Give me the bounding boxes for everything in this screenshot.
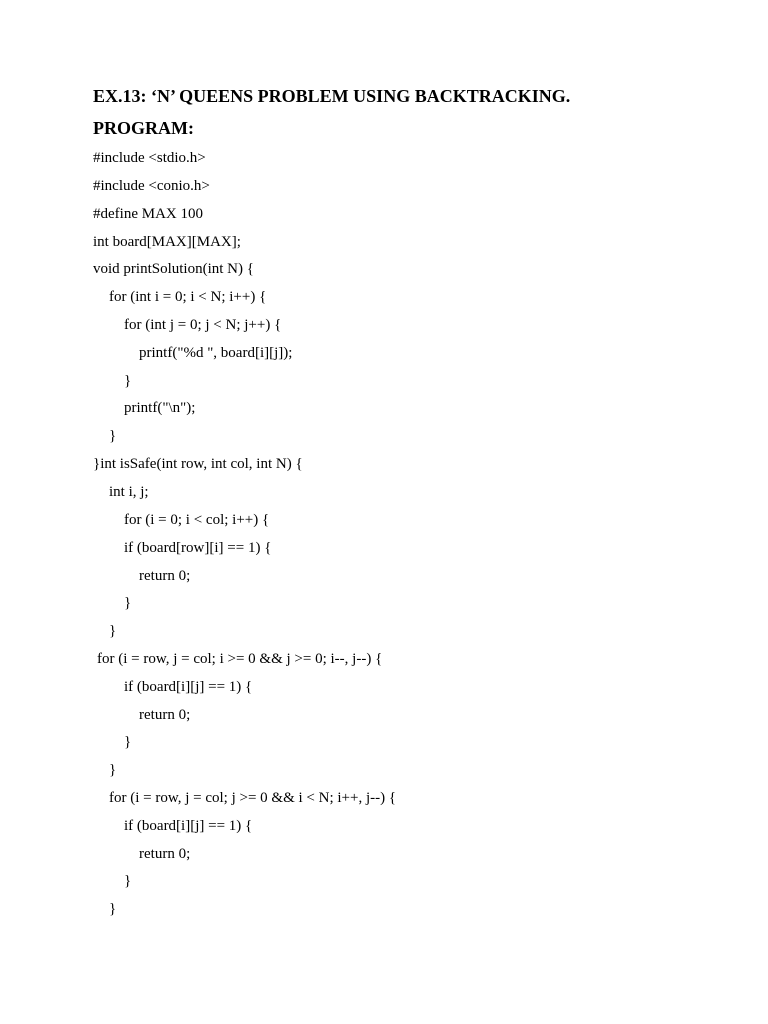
code-line: }int isSafe(int row, int col, int N) { xyxy=(93,456,303,472)
code-line: return 0; xyxy=(139,707,191,723)
code-line: for (i = row, j = col; i >= 0 && j >= 0; i--, j--) { xyxy=(97,651,383,667)
code-line: for (int j = 0; j < N; j++) { xyxy=(124,317,282,333)
code-line: #define MAX 100 xyxy=(93,206,203,222)
code-line: } xyxy=(109,901,117,917)
section-heading: PROGRAM: xyxy=(93,118,194,138)
code-line: } xyxy=(124,873,132,889)
code-line: int i, j; xyxy=(109,484,149,500)
code-line: int board[MAX][MAX]; xyxy=(93,234,241,250)
code-line: for (i = row, j = col; j >= 0 && i < N; i++, j--) { xyxy=(109,790,397,806)
code-line: for (int i = 0; i < N; i++) { xyxy=(109,289,267,305)
code-line: } xyxy=(109,762,117,778)
code-line: return 0; xyxy=(139,846,191,862)
code-line: } xyxy=(109,428,117,444)
code-line: if (board[row][i] == 1) { xyxy=(124,540,272,556)
code-line: if (board[i][j] == 1) { xyxy=(124,679,253,695)
code-line: for (i = 0; i < col; i++) { xyxy=(124,512,270,528)
code-line: } xyxy=(124,373,132,389)
code-line: void printSolution(int N) { xyxy=(93,261,254,277)
code-line: printf("%d ", board[i][j]); xyxy=(139,345,293,361)
code-line: #include <conio.h> xyxy=(93,178,210,194)
code-line: } xyxy=(124,734,132,750)
code-line: printf("\n"); xyxy=(124,400,196,416)
code-line: return 0; xyxy=(139,568,191,584)
code-line: } xyxy=(109,623,117,639)
code-line: } xyxy=(124,595,132,611)
code-line: #include <stdio.h> xyxy=(93,150,206,166)
code-line: if (board[i][j] == 1) { xyxy=(124,818,253,834)
page-title: EX.13: ‘N’ QUEENS PROBLEM USING BACKTRACKING. xyxy=(93,86,571,106)
